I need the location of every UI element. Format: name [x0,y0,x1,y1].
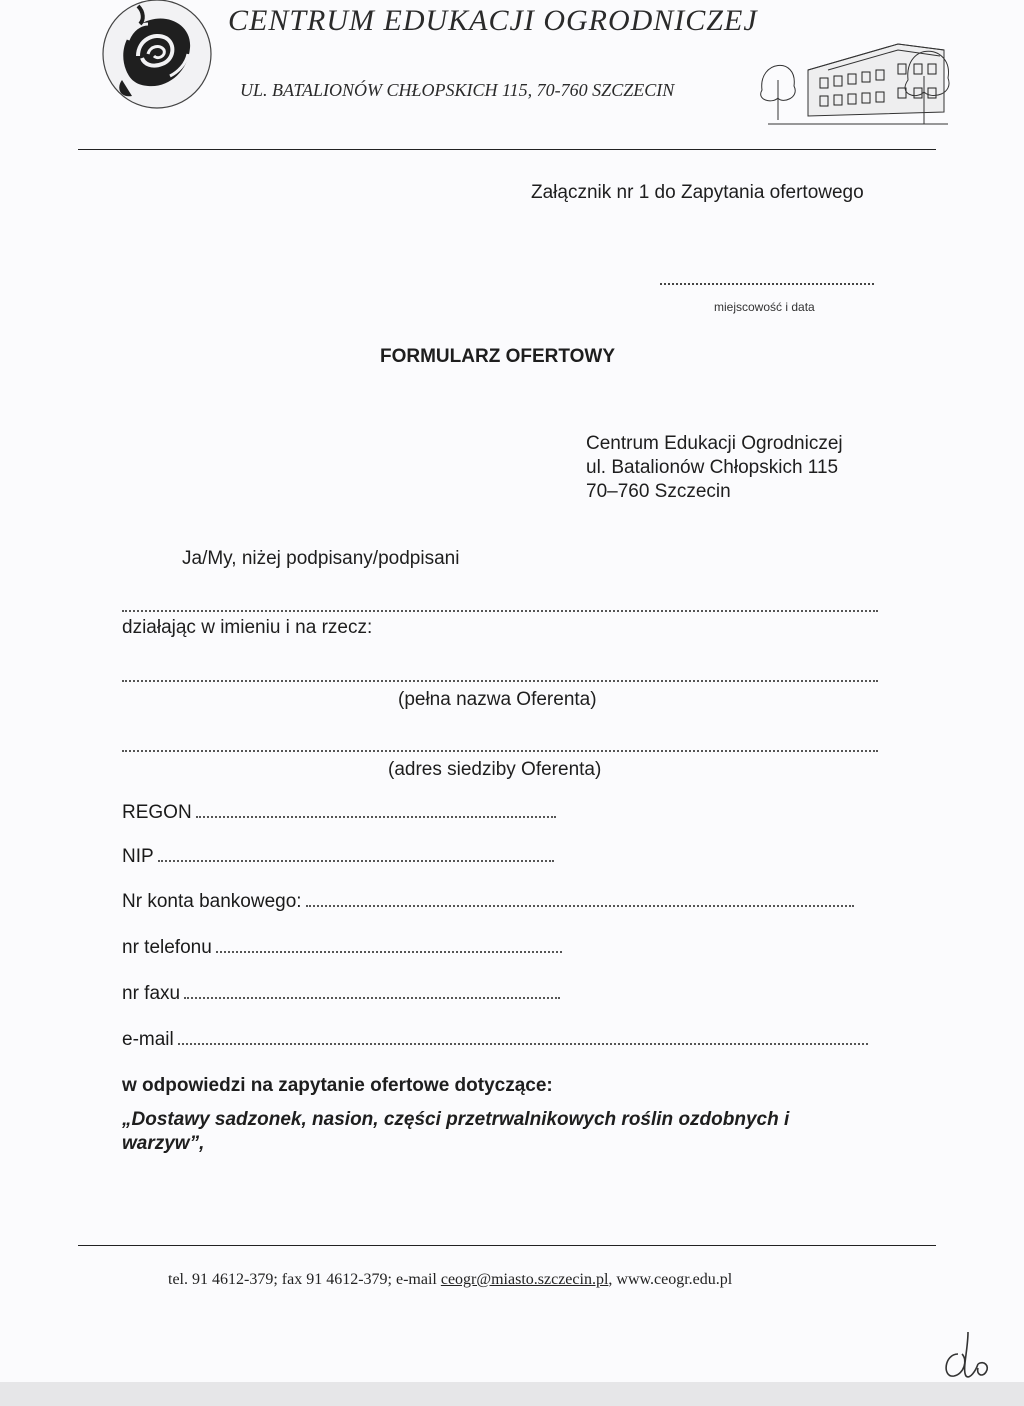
regon-fill-line [196,815,556,818]
signatory-name-line [122,610,878,612]
footer-contact-prefix: tel. 91 4612-379; fax 91 4612-379; e-mail [168,1271,441,1288]
handwritten-initials-icon [938,1320,1000,1384]
regon-label: REGON [122,802,192,823]
scan-edge [0,1382,1024,1406]
footer-website: , www.ceogr.edu.pl [608,1271,733,1288]
date-place-line [660,283,874,285]
tender-subject: „Dostawy sadzonek, nasion, części przetrwalnikowych roślin ozdobnych i warzyw”, [122,1109,790,1154]
attachment-note: Załącznik nr 1 do Zapytania ofertowego [531,182,864,203]
organization-name: CENTRUM EDUKACJI OGRODNICZEJ [228,4,758,37]
header-divider [78,149,936,150]
acting-on-behalf-label: działając w imieniu i na rzecz: [122,617,373,638]
regon-field [122,802,556,824]
response-line: w odpowiedzi na zapytanie ofertowe dotyczące: [122,1075,553,1096]
recipient-line-3: 70–760 Szczecin [586,481,731,502]
bank-account-fill-line [306,904,854,907]
fax-fill-line [184,996,560,999]
phone-label: nr telefonu [122,937,212,958]
form-title: FORMULARZ OFERTOWY [380,346,616,367]
nip-fill-line [158,859,554,862]
phone-field [122,937,562,959]
school-building-icon [748,20,960,132]
footer-divider [78,1245,936,1246]
undersigned-label: Ja/My, niżej podpisany/podpisani [182,548,460,569]
email-field [122,1029,868,1051]
date-place-label: miejscowość i data [714,300,815,314]
fax-field [122,983,560,1005]
fax-label: nr faxu [122,983,181,1004]
nip-field [122,846,554,868]
email-fill-line [178,1042,868,1045]
rose-logo-icon [98,0,216,112]
offeror-name-line [122,680,878,682]
nip-label: NIP [122,846,154,867]
bank-account-field [122,891,854,913]
footer-email-link[interactable]: ceogr@miasto.szczecin.pl [440,1271,609,1288]
phone-fill-line [216,950,562,953]
offeror-address-hint: (adres siedziby Oferenta) [388,759,602,780]
offeror-name-hint: (pełna nazwa Oferenta) [398,689,597,710]
email-label: e-mail [122,1029,174,1050]
bank-account-label: Nr konta bankowego: [122,891,302,912]
recipient-line-2: ul. Batalionów Chłopskich 115 [586,457,839,478]
footer-contact [168,1271,732,1289]
organization-address: UL. BATALIONÓW CHŁOPSKICH 115, 70-760 SZCZECIN [240,80,675,100]
recipient-line-1: Centrum Edukacji Ogrodniczej [586,433,843,454]
offeror-address-line [122,750,878,752]
